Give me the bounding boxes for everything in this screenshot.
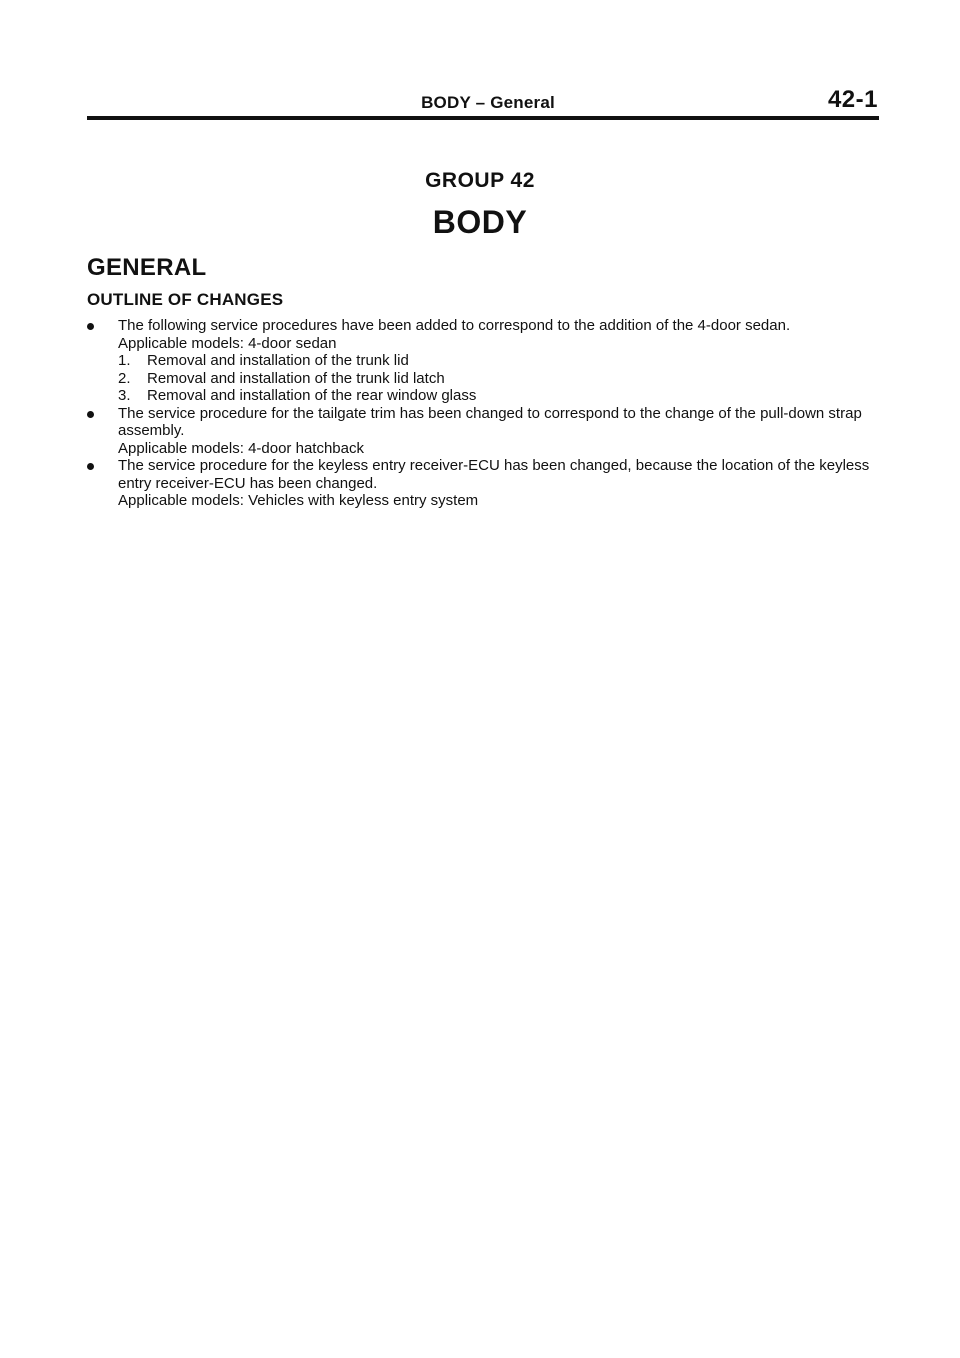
bullet-item <box>87 457 887 510</box>
bullet-text: The service procedure for the tailgate trim has been changed to correspond to the change of the pull-down strap assembly. <box>118 404 862 439</box>
applicable-models: Applicable models: 4-door sedan <box>118 334 337 352</box>
group-label: GROUP 42 <box>425 169 535 192</box>
header-title: BODY – General <box>421 93 555 112</box>
bullet-icon <box>87 463 94 470</box>
bullet-text: The service procedure for the keyless entry receiver-ECU has been changed, because the location of the keyless entry receiver-ECU has been changed. <box>118 457 870 492</box>
applicable-models: Applicable models: Vehicles with keyless entry system <box>118 492 479 509</box>
numbered-item <box>118 352 887 370</box>
numbered-item <box>118 370 887 388</box>
header-divider <box>87 116 879 120</box>
bullet-icon <box>87 323 94 330</box>
group-name: BODY <box>432 204 528 240</box>
item-text: Removal and installation of the trunk lid latch <box>147 369 445 387</box>
applicable-models: Applicable models: 4-door hatchback <box>118 439 364 457</box>
numbered-item <box>118 387 887 405</box>
bullet-item <box>87 317 887 405</box>
page-number: 42-1 <box>827 86 878 113</box>
item-number: 1. <box>118 352 131 369</box>
section-heading: GENERAL <box>87 254 207 281</box>
bullet-text: The following service procedures have been added to correspond to the addition of the 4-door sedan. <box>118 317 791 334</box>
item-text: Removal and installation of the rear window glass <box>147 387 477 404</box>
outline-content <box>87 317 887 510</box>
subsection-heading: OUTLINE OF CHANGES <box>87 290 284 309</box>
bullet-item <box>87 405 887 458</box>
item-number: 3. <box>118 387 131 404</box>
bullet-icon <box>87 411 94 418</box>
item-number: 2. <box>118 369 131 387</box>
item-text: Removal and installation of the trunk lid <box>147 352 409 369</box>
